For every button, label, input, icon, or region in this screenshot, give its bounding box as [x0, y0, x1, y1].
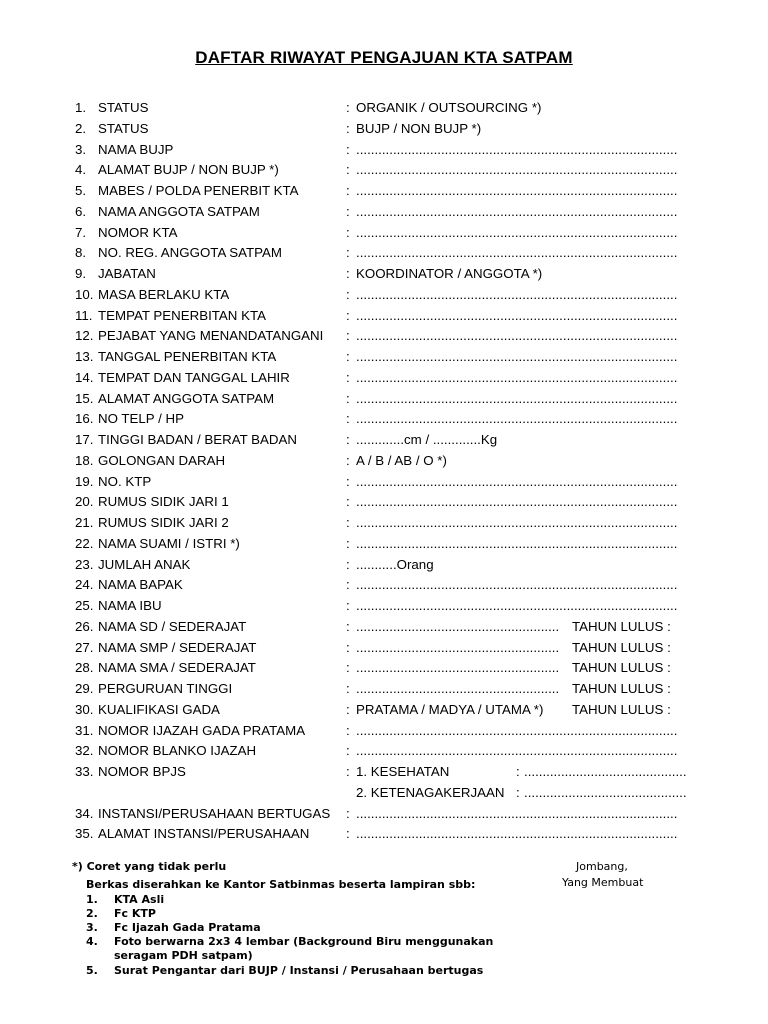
field-value[interactable]: ....................................................................................... — [356, 494, 678, 510]
form-row — [0, 409, 768, 429]
field-label: JUMLAH ANAK — [98, 556, 191, 572]
row-number: 27. — [75, 639, 94, 655]
field-label: STATUS — [98, 120, 149, 136]
footnote-note: *) Coret yang tidak perlu — [72, 860, 227, 873]
row-number: 31. — [75, 722, 94, 738]
field-label: RUMUS SIDIK JARI 1 — [98, 494, 229, 510]
field-label: NAMA IBU — [98, 598, 162, 613]
form-row — [0, 617, 768, 637]
form-row — [0, 160, 768, 180]
field-label: PEJABAT YANG MENANDATANGANI — [98, 328, 324, 344]
field-label: NAMA ANGGOTA SATPAM — [98, 203, 260, 219]
field-colon: : — [346, 286, 350, 302]
form-row — [0, 638, 768, 658]
row-number: 7. — [75, 224, 87, 240]
field-value[interactable]: ....................................................................................... — [356, 245, 678, 261]
field-colon: : — [346, 432, 350, 447]
graduation-year-label: TAHUN LULUS : — [572, 618, 671, 634]
form-row — [0, 472, 768, 492]
field-colon: : — [346, 141, 350, 157]
row-number: 6. — [75, 203, 87, 219]
field-value[interactable]: ....................................................................................... — [356, 286, 678, 302]
row-number: 33. — [75, 764, 94, 779]
attachment-text: seragam PDH satpam) — [114, 949, 253, 962]
field-colon: : — [346, 390, 350, 406]
field-label: NOMOR BLANKO IJAZAH — [98, 743, 257, 759]
field-colon: : — [346, 452, 350, 468]
form-row — [0, 804, 768, 824]
field-label: NOMOR IJAZAH GADA PRATAMA — [98, 722, 306, 738]
attachment-text: Fc KTP — [114, 907, 156, 920]
form-row — [0, 119, 768, 139]
form-row — [0, 326, 768, 346]
form-row — [0, 430, 768, 450]
field-value[interactable]: ....................................................................................... — [356, 390, 678, 406]
field-colon: : — [346, 681, 350, 696]
field-label: NOMOR KTA — [98, 224, 178, 240]
row-number: 1. — [75, 100, 87, 115]
form-row — [0, 575, 768, 595]
graduation-year-label: TAHUN LULUS : — [572, 639, 671, 655]
row-number: 28. — [75, 660, 94, 676]
field-value[interactable]: ....................................................................................... — [356, 722, 678, 738]
bpjs-number-value[interactable]: ............................................ — [524, 764, 687, 779]
field-colon: : — [346, 805, 350, 821]
field-value[interactable]: ....................................................................................... — [356, 805, 678, 821]
field-colon: : — [346, 826, 350, 842]
row-number: 18. — [75, 452, 94, 468]
form-row — [0, 534, 768, 554]
field-label: NOMOR BPJS — [98, 764, 186, 779]
field-value[interactable]: PRATAMA / MADYA / UTAMA *) — [356, 701, 544, 717]
attachment-number: 3. — [86, 921, 98, 934]
field-colon: : — [346, 515, 350, 530]
field-value[interactable]: ....................................................... — [356, 660, 560, 676]
field-value[interactable]: ....................................................................................... — [356, 141, 678, 157]
field-value[interactable]: BUJP / NON BUJP *) — [356, 120, 482, 136]
attachment-text: Foto berwarna 2x3 4 lembar (Background Biru menggunakan — [114, 935, 494, 948]
bpjs-type-label: 1. KESEHATAN — [356, 764, 450, 779]
field-value[interactable]: ....................................................................................... — [356, 515, 678, 530]
row-number: 17. — [75, 432, 94, 447]
field-colon: : — [346, 162, 350, 178]
field-colon: : — [346, 618, 350, 634]
attachments-intro: Berkas diserahkan ke Kantor Satbinmas beserta lampiran sbb: — [86, 878, 476, 891]
field-value[interactable]: ....................................................................................... — [356, 411, 678, 427]
form-row — [0, 368, 768, 388]
field-colon: : — [346, 639, 350, 655]
row-number: 14. — [75, 369, 94, 385]
row-number: 9. — [75, 266, 87, 281]
field-colon: : — [346, 722, 350, 738]
field-colon: : — [346, 369, 350, 385]
field-value[interactable]: ....................................................................................... — [356, 577, 678, 593]
field-label: ALAMAT ANGGOTA SATPAM — [98, 390, 275, 406]
bpjs-number-value[interactable]: ............................................ — [524, 784, 687, 800]
field-value[interactable]: ....................................................................................... — [356, 203, 678, 219]
row-number: 25. — [75, 598, 94, 613]
field-colon: : — [346, 411, 350, 427]
form-row — [0, 264, 768, 284]
field-value[interactable]: ....................................................................................... — [356, 598, 678, 613]
field-value[interactable]: ....................................................................................... — [356, 307, 678, 323]
field-label: MASA BERLAKU KTA — [98, 286, 230, 302]
field-label: TINGGI BADAN / BERAT BADAN — [98, 432, 297, 447]
row-number: 5. — [75, 183, 87, 198]
field-value[interactable]: ....................................................................................... — [356, 473, 678, 489]
field-colon: : — [346, 660, 350, 676]
field-label: GOLONGAN DARAH — [98, 452, 226, 468]
field-value[interactable]: ....................................................................................... — [356, 349, 678, 364]
field-label: TANGGAL PENERBITAN KTA — [98, 349, 277, 364]
field-colon: : — [346, 224, 350, 240]
field-colon: : — [346, 577, 350, 593]
field-colon: : — [346, 245, 350, 261]
field-colon: : — [346, 743, 350, 759]
form-row — [0, 140, 768, 160]
form-row — [0, 223, 768, 243]
row-number: 19. — [75, 473, 94, 489]
row-number: 21. — [75, 515, 94, 530]
form-row — [0, 451, 768, 471]
field-label: NAMA SUAMI / ISTRI *) — [98, 535, 240, 551]
attachment-number: 1. — [86, 893, 98, 906]
field-label: STATUS — [98, 100, 149, 115]
field-value[interactable]: ORGANIK / OUTSOURCING *) — [356, 100, 542, 115]
field-value[interactable]: ...........Orang — [356, 556, 434, 572]
form-row — [0, 243, 768, 263]
row-number: 13. — [75, 349, 94, 364]
row-number: 8. — [75, 245, 87, 261]
row-number: 11. — [75, 307, 93, 323]
form-row — [0, 285, 768, 305]
field-colon: : — [346, 701, 350, 717]
row-number: 15. — [75, 390, 94, 406]
field-label: TEMPAT PENERBITAN KTA — [98, 307, 266, 323]
signature-signer: Yang Membuat — [562, 876, 644, 889]
form-row — [0, 679, 768, 699]
form-row — [0, 596, 768, 616]
field-colon: : — [346, 203, 350, 219]
row-number: 32. — [75, 743, 94, 759]
form-row — [0, 824, 768, 844]
attachment-number: 4. — [86, 935, 98, 948]
row-number: 3. — [75, 141, 87, 157]
field-colon: : — [346, 307, 350, 323]
form-title: DAFTAR RIWAYAT PENGAJUAN KTA SATPAM — [195, 48, 573, 67]
form-row-bpjs — [0, 762, 768, 782]
field-label: NO TELP / HP — [98, 411, 184, 427]
row-number: 20. — [75, 494, 94, 510]
field-value[interactable]: ....................................................... — [356, 681, 560, 696]
field-label: MABES / POLDA PENERBIT KTA — [98, 183, 299, 198]
attachment-number: 5. — [86, 964, 98, 977]
field-label: INSTANSI/PERUSAHAAN BERTUGAS — [98, 805, 331, 821]
attachment-text: Surat Pengantar dari BUJP / Instansi / Perusahaan bertugas — [114, 964, 484, 977]
field-label: NO. KTP — [98, 473, 152, 489]
field-colon: : — [346, 556, 350, 572]
field-value[interactable]: ....................................................................................... — [356, 183, 678, 198]
field-colon: : — [346, 183, 350, 198]
form-row — [0, 181, 768, 201]
row-number: 35. — [75, 826, 94, 842]
field-value[interactable]: ....................................................................................... — [356, 826, 678, 842]
row-number: 22. — [75, 535, 94, 551]
graduation-year-label: TAHUN LULUS : — [572, 681, 671, 696]
field-value[interactable]: ....................................................... — [356, 639, 560, 655]
form-row — [0, 513, 768, 533]
field-value[interactable]: ....................................................................................... — [356, 369, 678, 385]
field-label: JABATAN — [98, 266, 156, 281]
row-number: 16. — [75, 411, 94, 427]
field-colon: : — [346, 120, 350, 136]
field-colon: : — [346, 764, 350, 779]
field-colon: : — [346, 100, 350, 115]
form-row — [0, 721, 768, 741]
field-label: NAMA SD / SEDERAJAT — [98, 618, 247, 634]
attachment-text: Fc Ijazah Gada Pratama — [114, 921, 261, 934]
field-label: NO. REG. ANGGOTA SATPAM — [98, 245, 282, 261]
row-number: 12. — [75, 328, 94, 344]
field-label: NAMA BUJP — [98, 141, 174, 157]
field-value[interactable]: KOORDINATOR / ANGGOTA *) — [356, 266, 543, 281]
form-row — [0, 202, 768, 222]
field-colon: : — [516, 784, 520, 800]
field-value[interactable]: ....................................................................................... — [356, 224, 678, 240]
field-label: PERGURUAN TINGGI — [98, 681, 233, 696]
field-label: KUALIFIKASI GADA — [98, 701, 220, 717]
row-number: 23. — [75, 556, 94, 572]
field-value[interactable]: ....................................................................................... — [356, 743, 678, 759]
field-colon: : — [346, 328, 350, 344]
form-row — [0, 700, 768, 720]
form-row — [0, 492, 768, 512]
graduation-year-label: TAHUN LULUS : — [572, 660, 671, 676]
field-value[interactable]: ....................................................................................... — [356, 328, 678, 344]
form-row — [0, 555, 768, 575]
field-colon: : — [346, 266, 350, 281]
field-label: RUMUS SIDIK JARI 2 — [98, 515, 229, 530]
field-colon: : — [346, 535, 350, 551]
row-number: 34. — [75, 805, 94, 821]
field-value[interactable]: .............cm / .............Kg — [356, 432, 498, 447]
field-label: ALAMAT INSTANSI/PERUSAHAAN — [98, 826, 310, 842]
form-row — [0, 306, 768, 326]
field-label: TEMPAT DAN TANGGAL LAHIR — [98, 369, 290, 385]
signature-place: Jombang, — [576, 860, 628, 873]
field-label: NAMA BAPAK — [98, 577, 183, 593]
field-colon: : — [346, 473, 350, 489]
graduation-year-label: TAHUN LULUS : — [572, 701, 671, 717]
field-value[interactable]: ....................................................... — [356, 618, 560, 634]
attachment-text: KTA Asli — [114, 893, 165, 906]
form-row — [0, 389, 768, 409]
field-label: NAMA SMP / SEDERAJAT — [98, 639, 257, 655]
field-colon: : — [346, 349, 350, 364]
field-value[interactable]: ....................................................................................... — [356, 162, 678, 178]
field-colon: : — [346, 494, 350, 510]
form-row — [0, 741, 768, 761]
row-number: 4. — [75, 162, 87, 178]
form-row — [0, 658, 768, 678]
field-label: ALAMAT BUJP / NON BUJP *) — [98, 162, 279, 178]
row-number: 29. — [75, 681, 94, 696]
form-row — [0, 98, 768, 118]
field-value[interactable]: A / B / AB / O *) — [356, 452, 447, 468]
field-label: NAMA SMA / SEDERAJAT — [98, 660, 256, 676]
field-colon: : — [516, 764, 520, 779]
form-row-bpjs — [0, 783, 768, 803]
row-number: 2. — [75, 120, 87, 136]
field-colon: : — [346, 598, 350, 613]
row-number: 10. — [75, 286, 94, 302]
form-row — [0, 347, 768, 367]
bpjs-type-label: 2. KETENAGAKERJAAN — [356, 784, 505, 800]
row-number: 26. — [75, 618, 94, 634]
row-number: 24. — [75, 577, 94, 593]
field-value[interactable]: ....................................................................................... — [356, 535, 678, 551]
row-number: 30. — [75, 701, 94, 717]
attachment-number: 2. — [86, 907, 98, 920]
